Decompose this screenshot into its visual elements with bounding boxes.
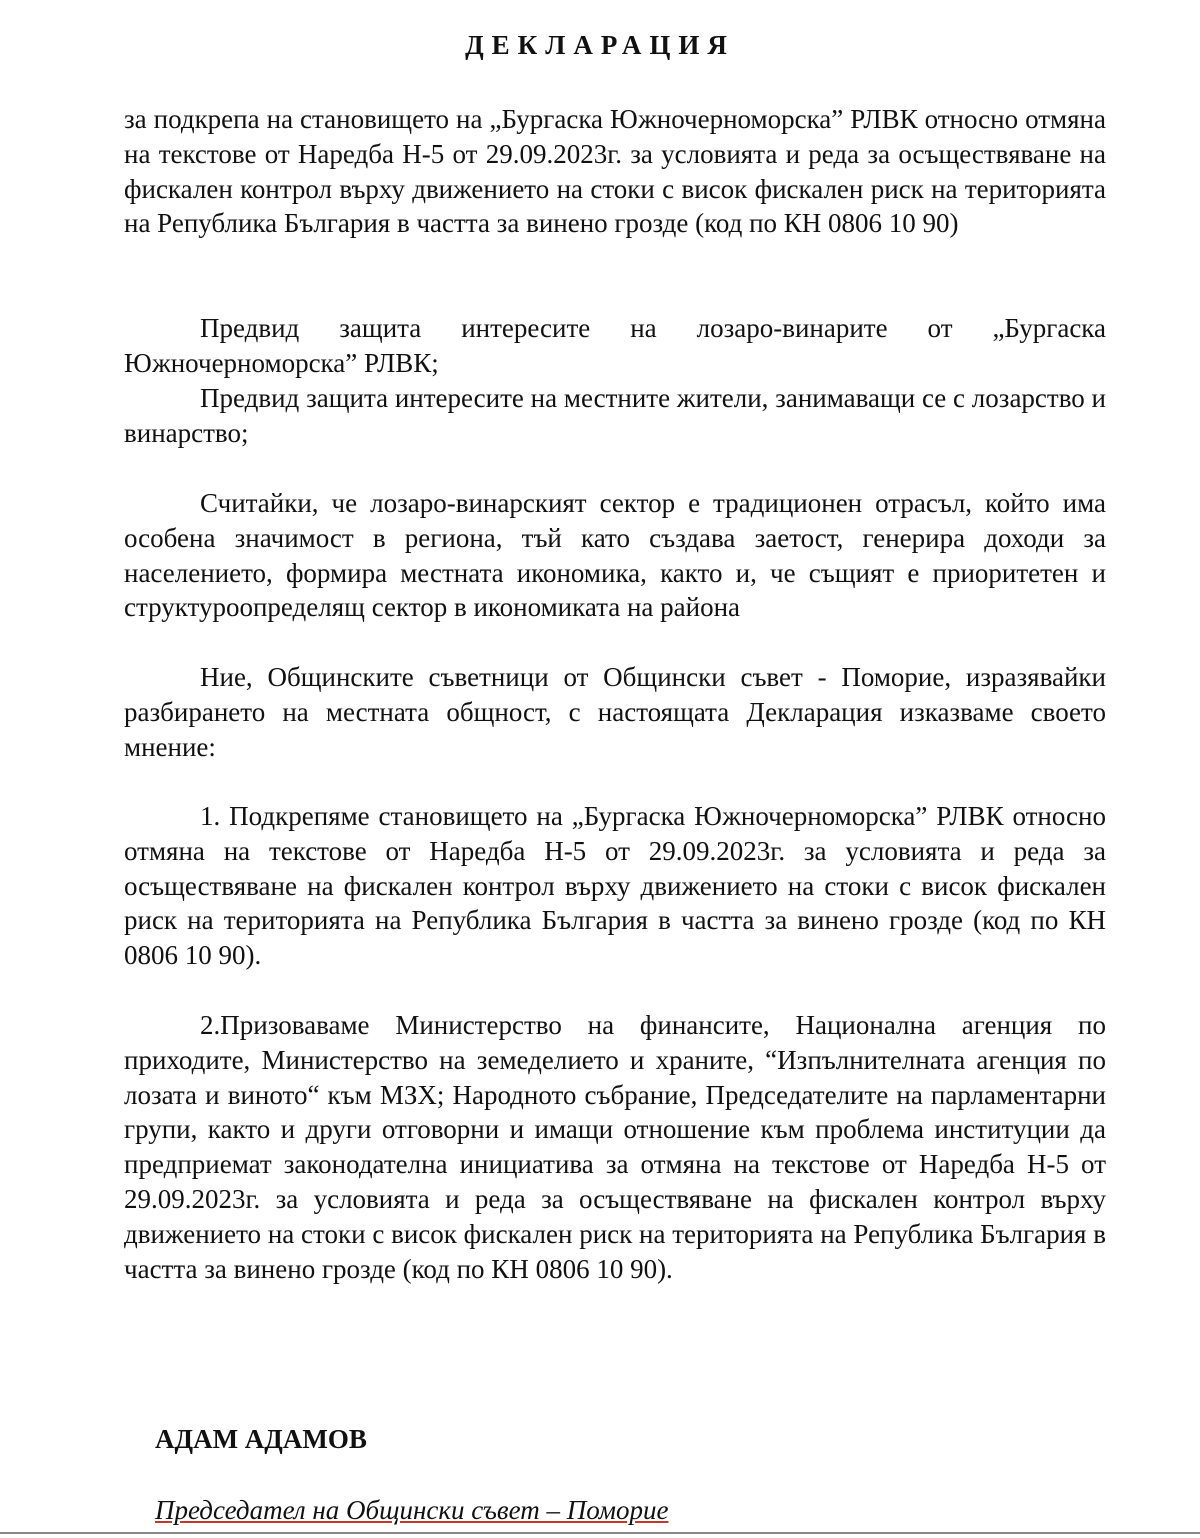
document-title: ДЕКЛАРАЦИЯ — [465, 30, 735, 60]
point-2-paragraph — [124, 1008, 1106, 1286]
whereas-paragraph-2 — [124, 381, 1106, 451]
considering-paragraph — [124, 486, 1106, 625]
considering-text: Считайки, че лозаро-винарският сектор е традиционен отрасъл, който има особена значимост в региона, тъй като създава заетост, генерира доходи за населението, формира местната икономика, както и, че същият е приоритетен и структуроопределящ сектор в икономиката на района — [124, 488, 1106, 623]
statement-paragraph — [124, 660, 1106, 764]
point-2-text: 2.Призоваваме Министерство на финансите, Национална агенция по приходите, Министерство на земеделието и храните, “Изпълнителната агенция по лозата и виното“ към МЗХ; Народното събрание, Председателите на парламентарни групи, както и други отговорни и имащи отношение към проблема институции да предприемат законодателна инициатива за отмяна на текстове от Наредба Н-5 от 29.09.2023г. за условията и реда за осъществяване на фискален контрол върху движението на стоки с висок фискален риск на територията на Република България в частта за винено грозде (код по КН 0806 10 90). — [124, 1010, 1106, 1284]
statement-text: Ние, Общинските съветници от Общински съвет - Поморие, изразявайки разбирането на местната общност, с настоящата Декларация изказваме своето мнение: — [124, 662, 1106, 762]
point-1-paragraph — [124, 799, 1106, 973]
bottom-rule — [0, 1532, 1200, 1534]
intro-text: за подкрепа на становището на „Бургаска Южночерноморска” РЛВК относно отмяна на текстове от Наредба Н-5 от 29.09.2023г. за условията и реда за осъществяване на фискален контрол върху движението на стоки с висок фискален риск на територията на Република България в частта за винено грозде (код по КН 0806 10 90) — [124, 104, 1106, 239]
whereas-paragraph-1 — [124, 311, 1106, 381]
signer-name: АДАМ АДАМОВ — [155, 1424, 367, 1454]
point-1-text: 1. Подкрепяме становището на „Бургаска Южночерноморска” РЛВК относно отмяна на текстове от Наредба Н-5 от 29.09.2023г. за условията и реда за осъществяване на фискален контрол върху движението на стоки с висок фискален риск на територията на Република България в частта за винено грозде (код по КН 0806 10 90). — [124, 801, 1106, 971]
intro-paragraph — [124, 102, 1106, 241]
whereas-text-1: Предвид защита интересите на лозаро-винарите от „Бургаска Южночерноморска” РЛВК; — [124, 313, 1106, 378]
signer-role: Председател на Общински съвет – Поморие — [155, 1495, 669, 1525]
whereas-text-2: Предвид защита интересите на местните жители, занимаващи се с лозарство и винарство; — [124, 383, 1106, 448]
